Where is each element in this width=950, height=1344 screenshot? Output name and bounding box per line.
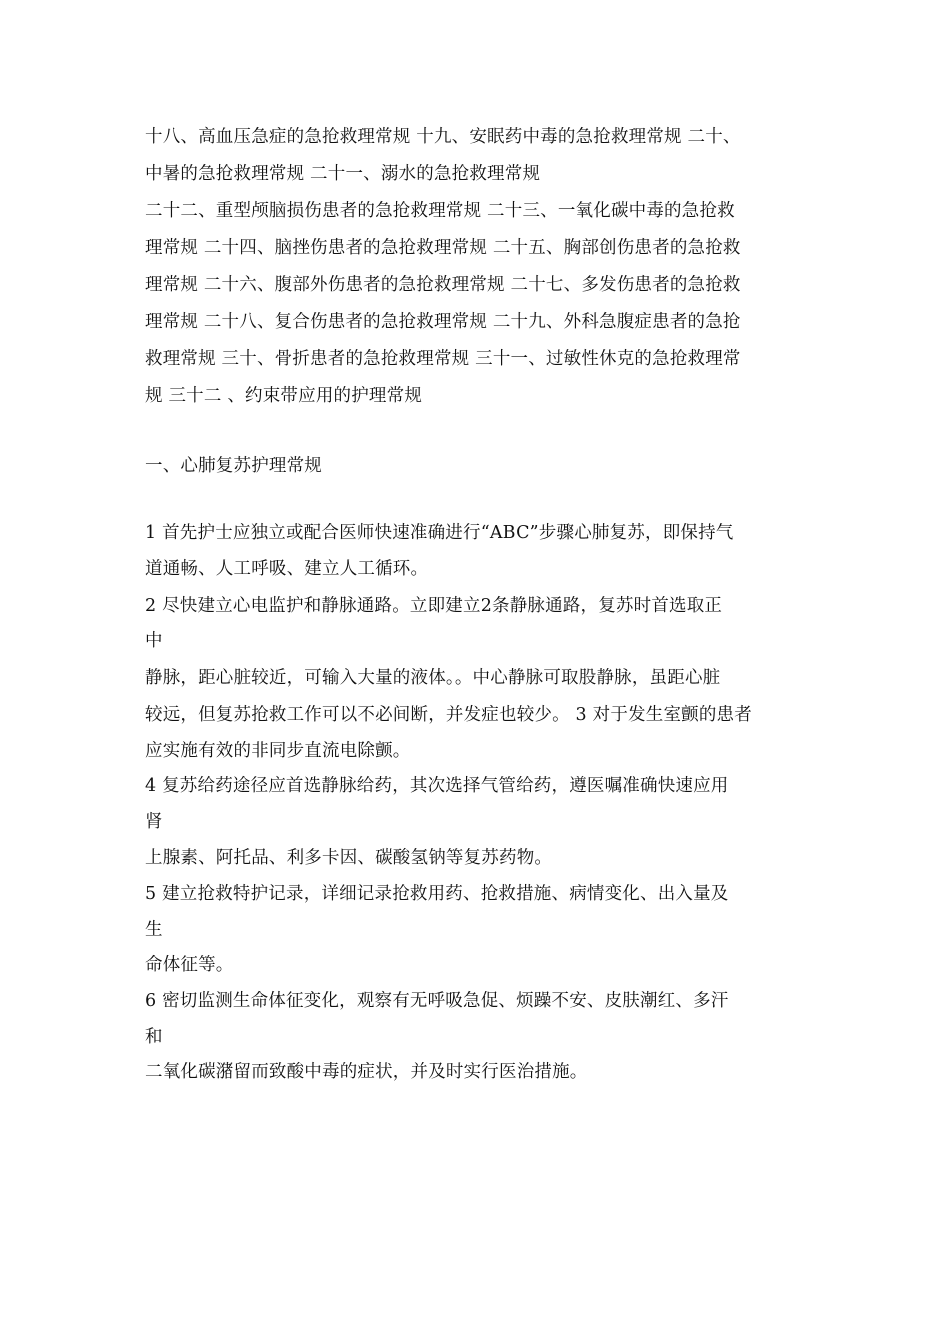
toc-line: 理常规 二十四、脑挫伤患者的急抢救理常规 二十五、胸部创伤患者的急抢救 <box>145 238 741 258</box>
toc-line: 理常规 二十六、腹部外伤患者的急抢救理常规 二十七、多发伤患者的急抢救 <box>145 275 741 295</box>
toc-line: 理常规 二十八、复合伤患者的急抢救理常规 二十九、外科急腹症患者的急抢 <box>145 312 741 332</box>
section-title: 一、心肺复苏护理常规 <box>145 456 322 476</box>
body-line: 6 密切监测生命体征变化，观察有无呼吸急促、烦躁不安、皮肤潮红、多汗 <box>145 991 729 1011</box>
body-line: 二氧化碳潴留而致酸中毒的症状，并及时实行医治措施。 <box>145 1062 588 1082</box>
body-line: 生 <box>145 920 163 940</box>
body-line: 命体征等。 <box>145 955 234 975</box>
body-line: 静脉，距心脏较近，可输入大量的液体。。中心静脉可取股静脉，虽距心脏 <box>145 668 721 688</box>
body-line: 5 建立抢救特护记录，详细记录抢救用药、抢救措施、病情变化、出入量及 <box>145 884 729 904</box>
body-line: 肾 <box>145 812 163 832</box>
toc-line: 规 三十二 、约束带应用的护理常规 <box>145 386 423 406</box>
toc-line: 中暑的急抢救理常规 二十一、溺水的急抢救理常规 <box>145 164 541 184</box>
body-line: 中 <box>145 631 163 651</box>
toc-line: 救理常规 三十、骨折患者的急抢救理常规 三十一、过敏性休克的急抢救理常 <box>145 349 741 369</box>
toc-line: 二十二、重型颅脑损伤患者的急抢救理常规 二十三、一氧化碳中毒的急抢救 <box>145 201 735 221</box>
body-line: 较远，但复苏抢救工作可以不必间断，并发症也较少。 3 对于发生室颤的患者 <box>145 705 752 725</box>
body-line: 和 <box>145 1027 163 1047</box>
body-line: 应实施有效的非同步直流电除颤。 <box>145 741 411 761</box>
body-line: 1 首先护士应独立或配合医师快速准确进行“ABC”步骤心肺复苏，即保持气 <box>145 523 734 543</box>
body-line: 道通畅、人工呼吸、建立人工循环。 <box>145 559 429 579</box>
toc-line: 十八、高血压急症的急抢救理常规 十九、安眠药中毒的急抢救理常规 二十、 <box>145 127 741 147</box>
body-line: 4 复苏给药途径应首选静脉给药，其次选择气管给药，遵医嘱准确快速应用 <box>145 776 729 796</box>
body-line: 2 尽快建立心电监护和静脉通路。立即建立2条静脉通路，复苏时首选取正 <box>145 596 723 616</box>
body-line: 上腺素、阿托品、利多卡因、碳酸氢钠等复苏药物。 <box>145 848 553 868</box>
